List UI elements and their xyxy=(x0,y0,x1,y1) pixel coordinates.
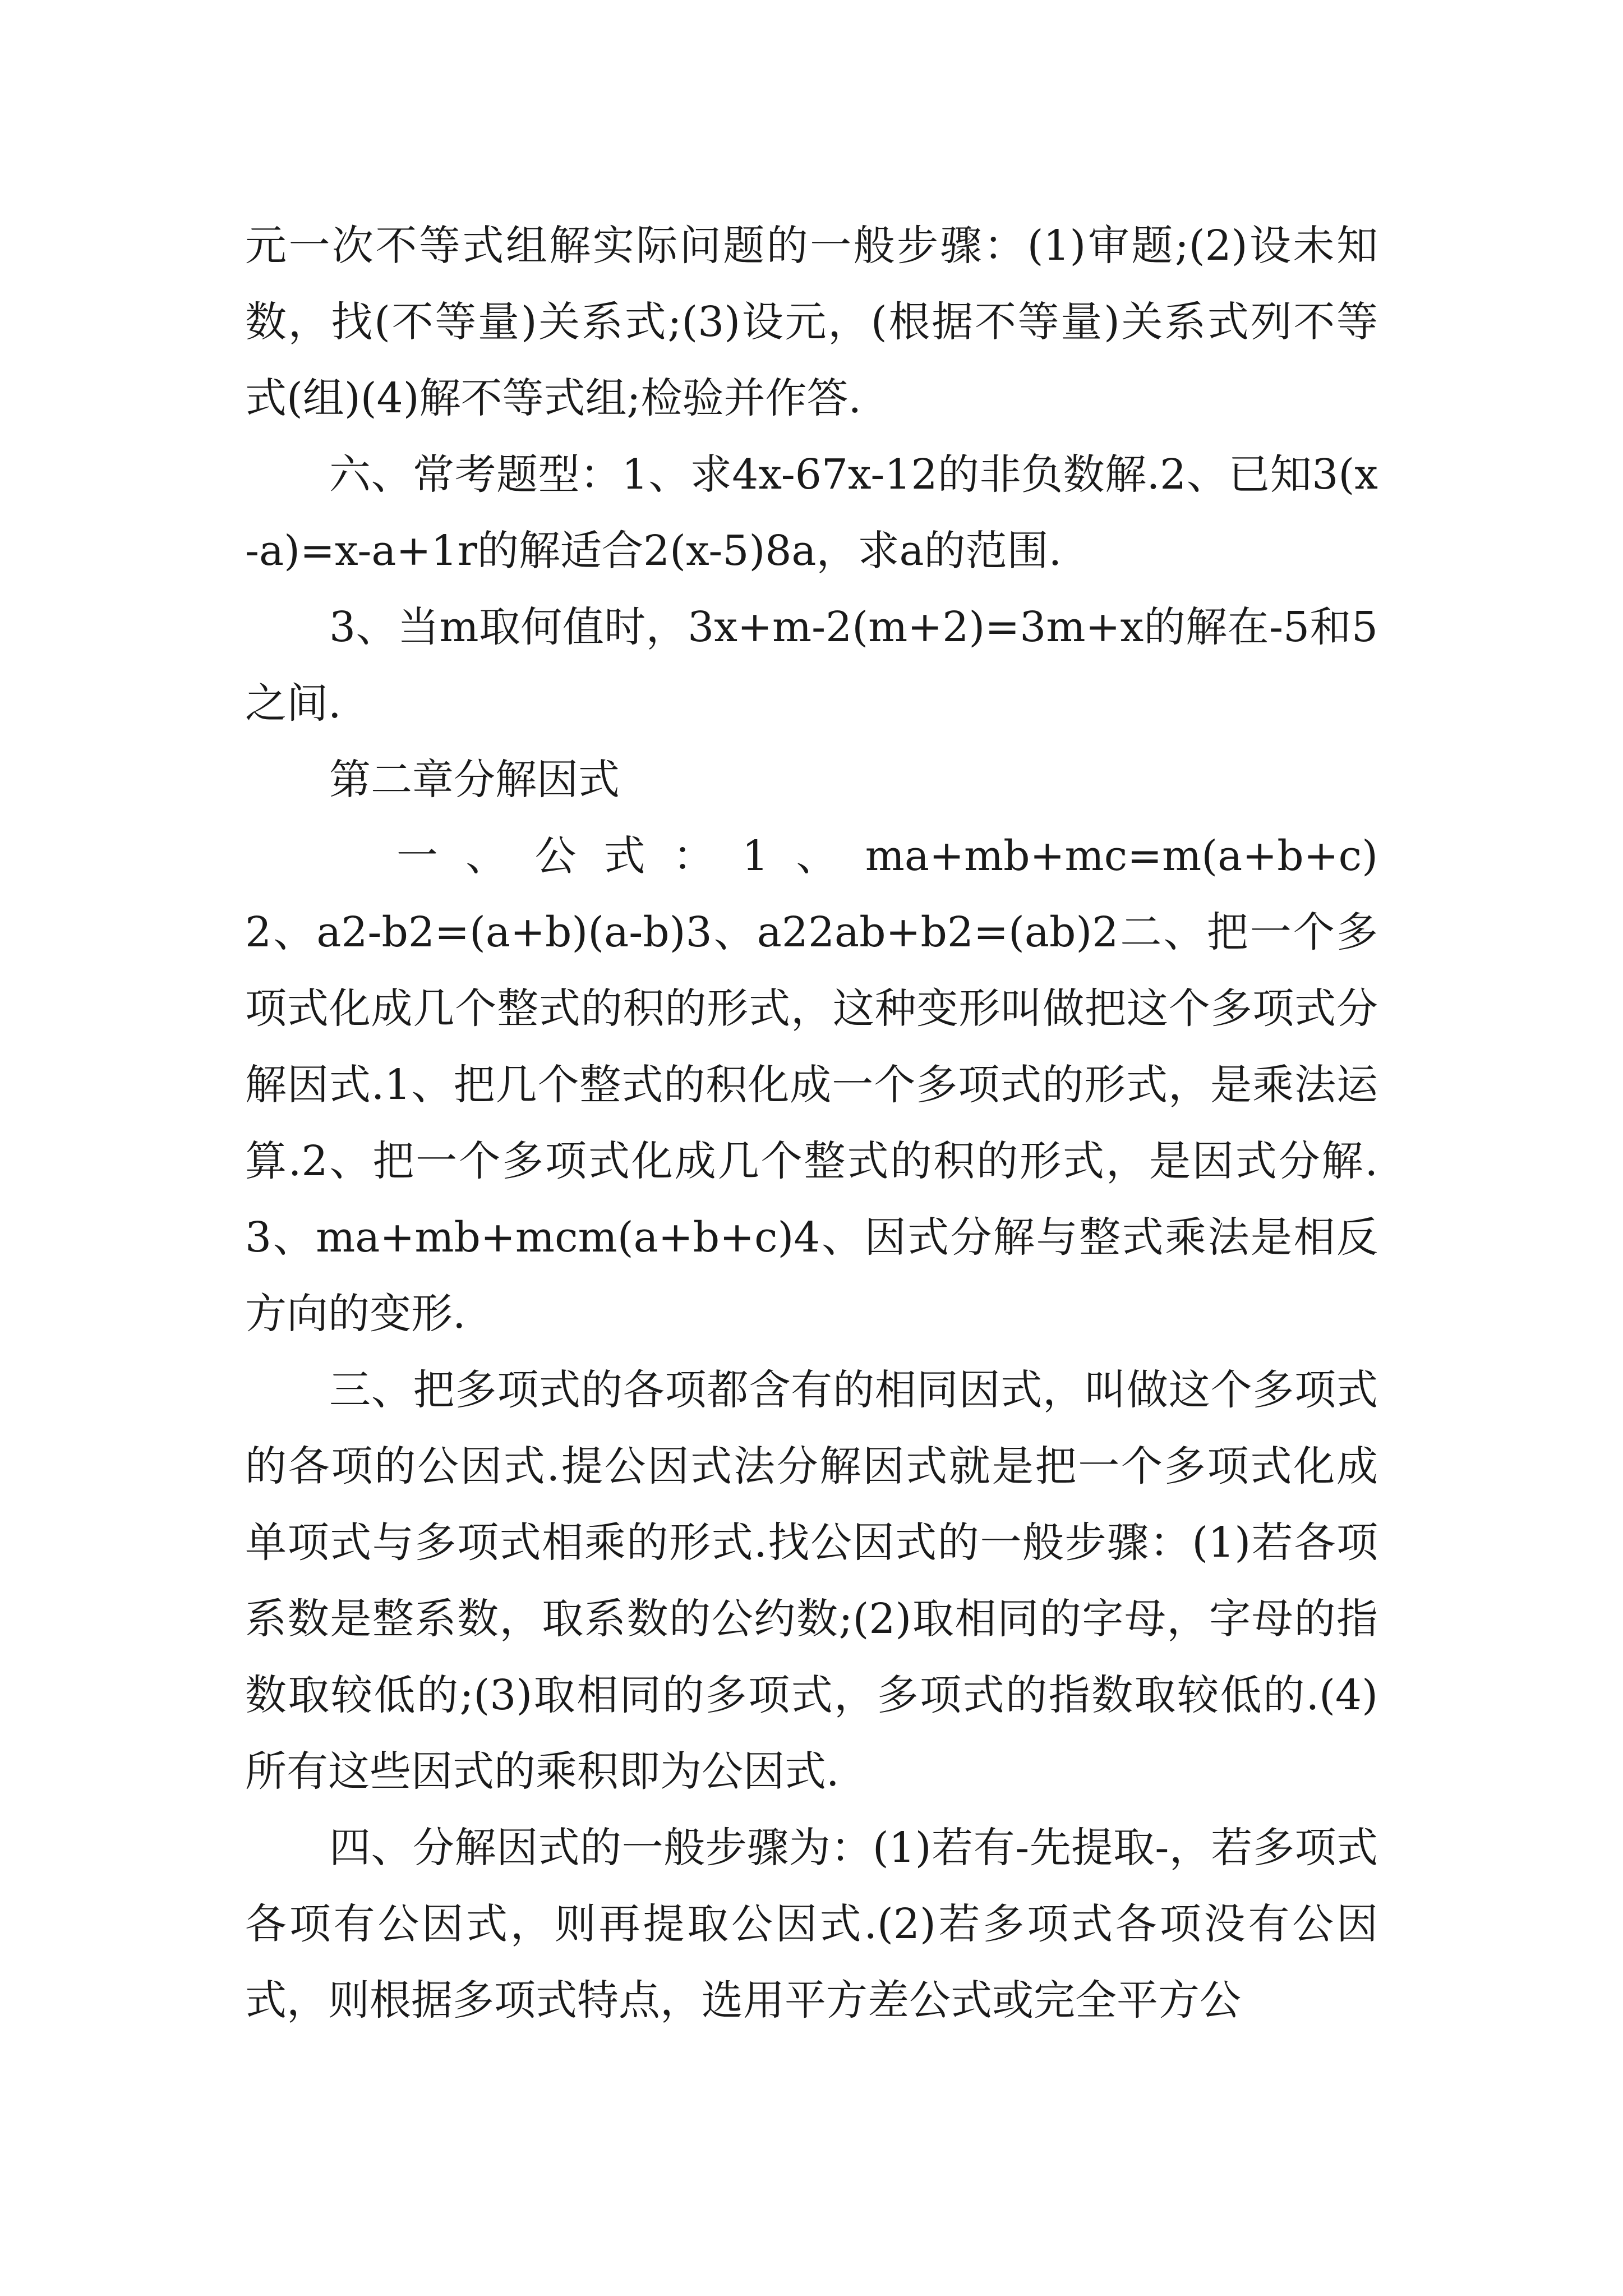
formulas-body: ma+mb+mc=m(a+b+c)2、a2-b2=(a+b)(a-b)3、a22ab+b2=(ab)2二、把一个多项式化成几个整式的积的形式，这种变形叫做把这个多项式分解因式.1、把几个整式的积化成一个多项式的形式，是乘法运算.2、把一个多项式化成几个整式的积的形式，是因式分解.3、ma+mb+mcm(a+b+c)4、因式分解与整式乘法是相反方向的变形. xyxy=(245,832,1378,1338)
paragraph-steps-continuation: 元一次不等式组解实际问题的一般步骤：(1)审题;(2)设未知数，找(不等量)关系式;(3)设元，(根据不等量)关系式列不等式(组)(4)解不等式组;检验并作答. xyxy=(245,222,1378,422)
paragraph-common-question-types: 六、常考题型：1、求4x-67x-12的非负数解.2、已知3(x-a)=x-a+1r的解适合2(x-5)8a，求a的范围. xyxy=(245,450,1378,575)
chapter-heading: 第二章分解因式 xyxy=(329,756,620,804)
paragraph-formulas xyxy=(245,818,1378,1352)
formulas-lead: 一、公式：1、 xyxy=(396,832,865,880)
document-body xyxy=(245,208,1378,2039)
paragraph-common-factor: 三、把多项式的各项都含有的相同因式，叫做这个多项式的各项的公因式.提公因式法分解因式就是把一个多项式化成单项式与多项式相乘的形式.找公因式的一般步骤：(1)若各项系数是整系数，取系数的公约数;(2)取相同的字母，字母的指数取较低的;(3)取相同的多项式，多项式的指数取较低的.(4)所有这些因式的乘积即为公因式. xyxy=(245,1366,1378,1796)
paragraph-question-3: 3、当m取何值时，3x+m-2(m+2)=3m+x的解在-5和5之间. xyxy=(245,603,1378,728)
paragraph-factoring-steps: 四、分解因式的一般步骤为：(1)若有-先提取-，若多项式各项有公因式，则再提取公因式.(2)若多项式各项没有公因式，则根据多项式特点，选用平方差公式或完全平方公 xyxy=(245,1824,1378,2024)
